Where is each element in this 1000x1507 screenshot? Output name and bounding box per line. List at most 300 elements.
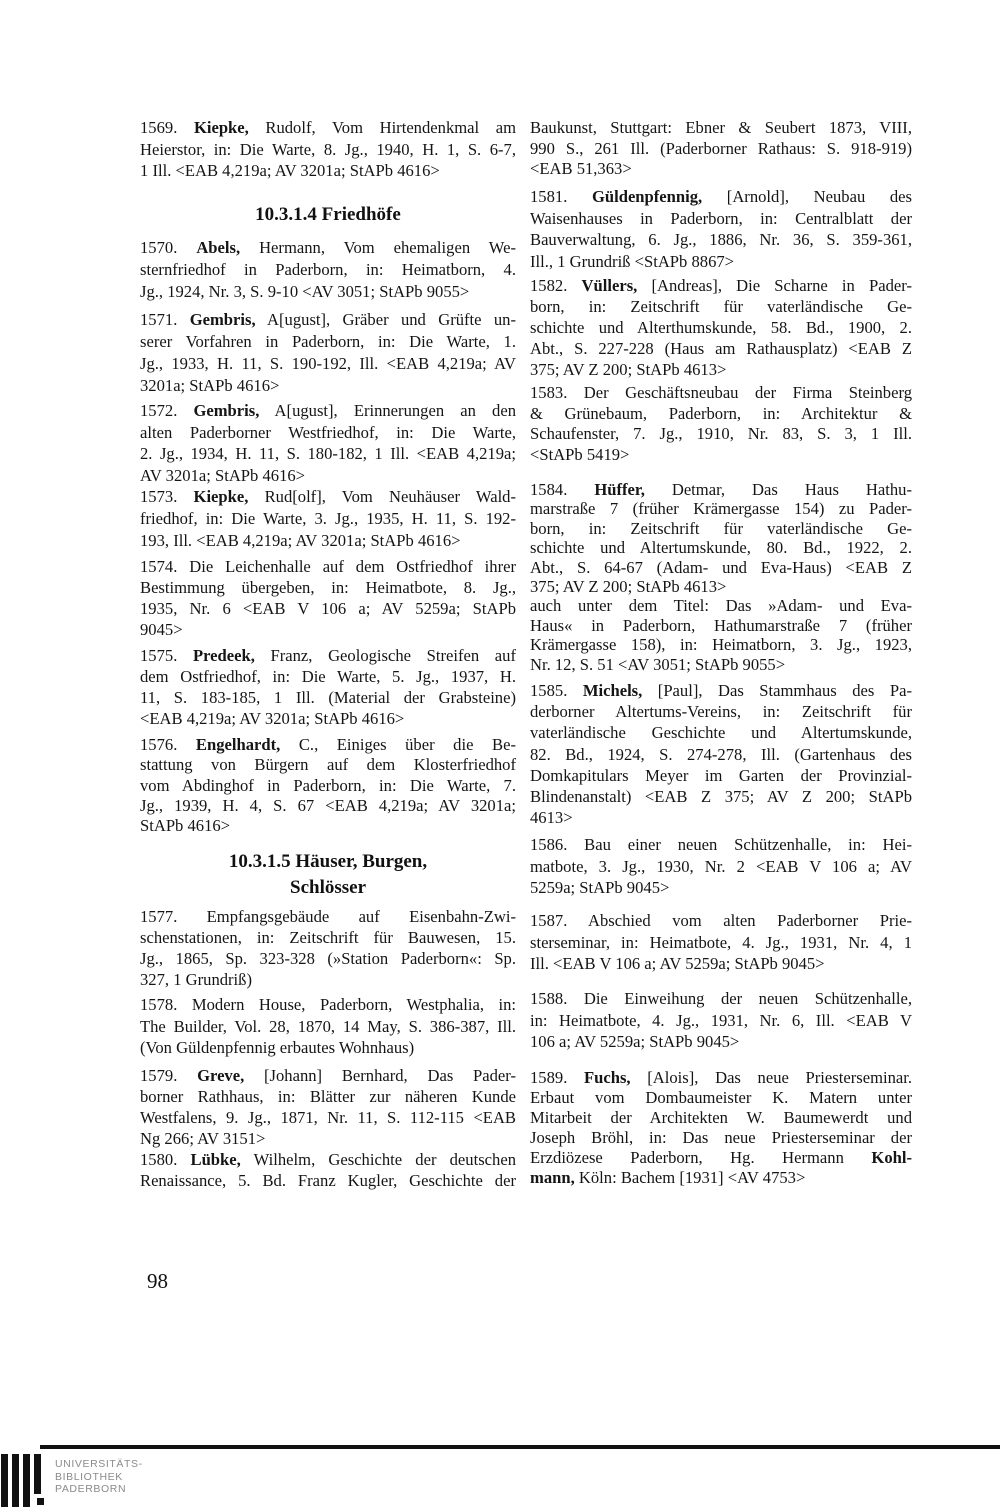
- entry-line: [530, 338, 912, 359]
- citation-text: 2. Jg., 1934, H. 11, S. 180-182, 1 Ill. <EAB 4,219a;: [140, 444, 516, 464]
- citation-text: 1 Ill. <EAB 4,219a; AV 3201a; StAPb 4616>: [140, 161, 440, 180]
- citation-text: 375; AV Z 200; StAPb 4613>: [530, 576, 727, 596]
- line-text: [530, 911, 912, 930]
- entry-1569: [140, 117, 516, 182]
- logo-dot: [37, 1498, 44, 1505]
- entry-line: [530, 359, 912, 380]
- citation-text: 11, S. 183-185, 1 Ill. (Material der Grabsteine): [140, 688, 516, 707]
- line-text: [140, 161, 440, 180]
- citation-text: Westfalens, 9. Jg., 1871, Nr. 11, S. 112-115 <EAB: [140, 1108, 516, 1127]
- citation-text: Mitarbeit der Architekten W. Baumewerdt und: [530, 1108, 912, 1127]
- line-text: [140, 509, 516, 528]
- line-text: [140, 599, 516, 618]
- citation-text: 3201a; StAPb 4616>: [140, 376, 280, 395]
- line-text: [140, 354, 516, 373]
- citation-text: Jg., 1865, Sp. 323-328 (»Station Paderborn«: Sp.: [140, 949, 516, 968]
- citation-text: 1583. Der Geschäftsneubau der Firma Steinberg: [530, 383, 912, 402]
- entry-line: [530, 616, 912, 635]
- citation-text: schichte und Altertumskunde, 80. Bd., 1922, 2.: [530, 538, 912, 558]
- citation-text: Jg., 1933, H. 11, S. 190-192, Ill. <EAB 4,219a; AV: [140, 354, 516, 373]
- entry-line: [530, 275, 912, 296]
- entry-line: [140, 927, 516, 948]
- entry-line: [530, 499, 912, 518]
- line-text: [530, 1168, 805, 1187]
- citation-text: 327, 1 Grundriß): [140, 970, 252, 989]
- author-name: Lübke,: [190, 1150, 241, 1169]
- line-text: [530, 424, 912, 443]
- line-text: [140, 1171, 516, 1190]
- entry-1581: [530, 186, 912, 273]
- citation-text: A[ugust], Gräber und Grüfte un-: [255, 310, 516, 329]
- citation-text: Jg., 1924, Nr. 3, S. 9-10 <AV 3051; StAPb 9055>: [140, 282, 470, 301]
- line-text: [140, 1108, 516, 1127]
- entry-line: [140, 666, 516, 687]
- citation-text: 375; AV Z 200; StAPb 4613>: [530, 360, 727, 379]
- citation-text: 1573.: [140, 487, 194, 506]
- line-text: [530, 577, 726, 596]
- citation-text: 1584.: [530, 480, 595, 499]
- entry-1584: [530, 480, 912, 674]
- entry-line: [530, 877, 912, 899]
- line-text: [530, 360, 726, 379]
- entry-line: [140, 796, 516, 816]
- citation-text: sterseminar, in: Heimatbote, 4. Jg., 1931, Nr. 4, 1: [530, 932, 912, 952]
- citation-text: schenstationen, in: Zeitschrift für Bauwesen, 15.: [140, 928, 516, 947]
- entry-line: [530, 932, 912, 954]
- citation-text: Nr. 12, S. 51 <AV 3051; StAPb 9055>: [530, 654, 786, 674]
- entry-line: [530, 159, 912, 180]
- citation-text: [Alois], Das neue Priesterseminar.: [630, 1068, 913, 1087]
- entry-line: [140, 906, 516, 927]
- entry-line: [530, 404, 912, 425]
- entry-line: [530, 383, 912, 404]
- entry-line: [140, 400, 516, 422]
- citation-text: 4613>: [530, 808, 573, 828]
- line-text: [140, 1066, 516, 1085]
- line-text: [530, 616, 912, 635]
- citation-text: Ill., 1 Grundriß <StAPb 8867>: [530, 252, 735, 272]
- line-text: [530, 1068, 912, 1087]
- entry-1576: [140, 735, 516, 836]
- entry-line: [530, 296, 912, 317]
- line-text: [140, 735, 516, 754]
- entry-line: [140, 139, 516, 161]
- author-name: Kiepke,: [193, 118, 249, 137]
- author-name: Fuchs,: [584, 1068, 631, 1087]
- line-text: [140, 796, 516, 815]
- entry-line: [140, 1149, 516, 1170]
- citation-text: 1570.: [140, 238, 197, 257]
- citation-text: 1589.: [530, 1068, 585, 1087]
- citation-text: borner Rathhaus, in: Blätter zur näheren Kunde: [140, 1087, 516, 1106]
- section-heading-text: Schlösser: [290, 877, 366, 898]
- citation-text: & Grünebaum, Paderborn, in: Architektur &: [530, 403, 912, 423]
- citation-text: <EAB 51,363>: [530, 159, 632, 178]
- citation-text: [Paul], Das Stammhaus des Pa-: [642, 681, 912, 700]
- entry-line: [140, 735, 516, 755]
- entry-line: [140, 1037, 516, 1059]
- entry-line: [530, 834, 912, 856]
- entry-1570: [140, 237, 516, 303]
- line-text: [530, 1088, 912, 1107]
- entry-line: [140, 708, 516, 729]
- entry-line: [140, 281, 516, 303]
- line-text: [140, 907, 516, 926]
- citation-text: 1571.: [140, 310, 190, 329]
- line-text: [530, 787, 912, 806]
- entry-line: [530, 445, 912, 466]
- entry-line: [530, 1168, 912, 1188]
- entry-line: [140, 530, 516, 552]
- author-name: Greve,: [197, 1066, 245, 1085]
- line-text: [140, 466, 305, 485]
- logo-bar: [12, 1454, 19, 1507]
- entry-line: [530, 186, 912, 208]
- citation-text: 1572.: [140, 401, 194, 420]
- entry-line: [530, 744, 912, 765]
- section-heading-friedhoefe: [140, 203, 516, 227]
- entry-line: [140, 948, 516, 969]
- line-text: [530, 318, 912, 337]
- entry-line: [530, 1148, 912, 1168]
- citation-text: Abt., S. 227-228 (Haus am Rathausplatz) <EAB Z: [530, 339, 912, 358]
- entry-line: [140, 1086, 516, 1107]
- entry-line: [530, 786, 912, 807]
- line-text: [140, 928, 516, 947]
- line-text: [530, 857, 912, 876]
- line-text: [530, 878, 669, 897]
- entry-line: [140, 776, 516, 796]
- author-name: Abels,: [196, 238, 241, 257]
- citation-text: born, in: Zeitschrift für vaterländische Ge-: [530, 297, 912, 316]
- entry-line: [140, 755, 516, 775]
- line-text: [530, 538, 912, 557]
- entry-line: [140, 237, 516, 259]
- citation-text: in: Heimatbote, 4. Jg., 1931, Nr. 6, Ill. <EAB V: [530, 1010, 912, 1030]
- citation-text: serer Vorfahren in Paderborn, in: Die Warte, 1.: [140, 332, 516, 351]
- citation-text: 1586. Bau einer neuen Schützenhalle, in: Hei-: [530, 835, 912, 854]
- entry-line: [530, 1068, 912, 1088]
- citation-text: Haus« in Paderborn, Hathumarstraße 7 (früher: [530, 615, 912, 635]
- citation-text: AV 3201a; StAPb 4616>: [140, 466, 306, 486]
- entry-line: [140, 160, 516, 182]
- line-text: [140, 646, 516, 665]
- entry-line: [140, 577, 516, 598]
- entry-line: [530, 229, 912, 251]
- citation-text: auch unter dem Titel: Das »Adam- und Eva-: [530, 596, 912, 616]
- author-name: Gembris,: [193, 401, 260, 420]
- citation-text: Joseph Bröhl, in: Das neue Priesterseminar der: [530, 1128, 912, 1147]
- citation-text: 5259a; StAPb 9045>: [530, 878, 670, 897]
- citation-text: A[ugust], Erinnerungen an den: [259, 401, 516, 420]
- citation-text: Heierstor, in: Die Warte, 8. Jg., 1940, H. 1, S. 6-7,: [140, 139, 516, 159]
- citation-text: 193, Ill. <EAB 4,219a; AV 3201a; StAPb 4616>: [140, 531, 461, 550]
- entry-line: [140, 486, 516, 508]
- line-text: [530, 230, 912, 249]
- line-text: [140, 578, 516, 597]
- line-text: [140, 238, 516, 257]
- line-text: [140, 557, 516, 576]
- citation-text: 106 a; AV 5259a; StAPb 9045>: [530, 1032, 740, 1051]
- entry-line: [530, 480, 912, 499]
- entry-1577: [140, 906, 516, 990]
- entry-line: [140, 331, 516, 353]
- line-text: [530, 445, 629, 464]
- citation-text: matbote, 3. Jg., 1930, Nr. 2 <EAB V 106 a; AV: [530, 856, 912, 876]
- citation-text: stattung von Bürgern auf dem Klosterfriedhof: [140, 755, 516, 775]
- line-text: [140, 310, 516, 329]
- citation-text: Abt., S. 64-67 (Adam- und Eva-Haus) <EAB Z: [530, 557, 912, 577]
- entry-line: [530, 317, 912, 338]
- citation-text: 1577. Empfangsgebäude auf Eisenbahn-Zwi-: [140, 907, 516, 926]
- citation-text: Bestimmung übergeben, in: Heimatbote, 8. Jg.,: [140, 578, 516, 597]
- entry-line: [140, 645, 516, 666]
- entry-line: [530, 424, 912, 445]
- citation-text: Schaufenster, 7. Jg., 1910, Nr. 83, S. 3, 1 Ill.: [530, 424, 912, 444]
- citation-text: vom Abdinghof in Paderborn, in: Die Warte, 7.: [140, 775, 516, 795]
- logo-bar: [23, 1454, 30, 1507]
- line-text: [530, 989, 912, 1008]
- entry-line: [530, 953, 912, 975]
- citation-text: derborner Altertums-Vereins, in: Zeitschrift für: [530, 702, 912, 722]
- citation-text: 990 S., 261 Ill. (Paderborner Rathaus: S. 918-919): [530, 138, 912, 158]
- line-text: [530, 339, 912, 358]
- line-text: [530, 118, 912, 137]
- entry-line: [140, 598, 516, 619]
- citation-text: schichte und Alterthumskunde, 58. Bd., 1900, 2.: [530, 318, 912, 337]
- citation-text: Hermann, Vom ehemaligen We-: [240, 238, 517, 257]
- citation-text: Ill. <EAB V 106 a; AV 5259a; StAPb 9045>: [530, 954, 825, 973]
- entry-line: [140, 1170, 516, 1191]
- citation-text: 1582.: [530, 276, 582, 295]
- line-text: [140, 688, 516, 707]
- entry-1589: [530, 1068, 912, 1188]
- entry-1575: [140, 645, 516, 729]
- line-text: [140, 423, 516, 442]
- entry-line: [140, 619, 516, 640]
- entry-line: [140, 1107, 516, 1128]
- line-text: [530, 681, 912, 700]
- line-text: [530, 159, 632, 178]
- entry-line: [140, 556, 516, 577]
- line-text: [530, 954, 825, 973]
- entry-line: [530, 1031, 912, 1053]
- citation-text: Rud[olf], Vom Neuhäuser Wald-: [248, 487, 516, 506]
- citation-text: sternfriedhof in Paderborn, in: Heimatborn, 4.: [140, 260, 516, 279]
- citation-text: Erzdiözese Paderborn, Hg. Hermann: [530, 1148, 872, 1167]
- logo-line: BIBLIOTHEK: [55, 1470, 123, 1483]
- citation-text: Blindenanstalt) <EAB Z 375; AV Z 200; StAPb: [530, 786, 912, 806]
- entry-line: [140, 994, 516, 1016]
- entry-line: [140, 309, 516, 331]
- citation-text: [Arnold], Neubau des: [702, 187, 912, 206]
- citation-text: Franz, Geologische Streifen auf: [254, 646, 516, 665]
- citation-text: dem Ostfriedhof, in: Die Warte, 5. Jg., 1937, H.: [140, 667, 516, 686]
- citation-text: Ng 266; AV 3151>: [140, 1129, 266, 1148]
- line-text: [140, 709, 404, 728]
- citation-text: alten Paderborner Westfriedhof, in: Die Warte,: [140, 422, 516, 442]
- entry-1585: [530, 680, 912, 828]
- entry-line: [140, 816, 516, 836]
- library-logo: [0, 1454, 160, 1507]
- line-text: [530, 655, 785, 674]
- line-text: [140, 376, 279, 395]
- author-name: mann,: [530, 1168, 575, 1187]
- line-text: [530, 519, 912, 538]
- entry-line: [140, 117, 516, 139]
- citation-text: Waisenhauses in Paderborn, in: Centralblatt der: [530, 208, 912, 228]
- entry-1573: [140, 486, 516, 552]
- line-text: [530, 702, 912, 721]
- line-text: [140, 1087, 516, 1106]
- author-name: Kiepke,: [193, 487, 249, 506]
- citation-text: Wilhelm, Geschichte der deutschen: [240, 1150, 516, 1169]
- entry-1583: [530, 383, 912, 466]
- line-text: [530, 383, 912, 402]
- entry-line: [530, 680, 912, 701]
- citation-text: Rudolf, Vom Hirtendenkmal am: [248, 118, 516, 137]
- citation-text: [Johann] Bernhard, Das Pader-: [244, 1066, 517, 1085]
- citation-text: 1587. Abschied vom alten Paderborner Prie-: [530, 911, 912, 930]
- citation-text: Domkapitulars Meyer im Garten der Provinzial-: [530, 765, 912, 785]
- citation-text: 9045>: [140, 620, 183, 639]
- entry-line: [140, 465, 516, 487]
- entry-line: [530, 701, 912, 722]
- line-text: [140, 1150, 516, 1169]
- author-name: Engelhardt,: [195, 735, 281, 754]
- citation-text: born, in: Zeitschrift für vaterländische Ge-: [530, 518, 912, 538]
- line-text: [530, 835, 912, 854]
- entry-line: [140, 687, 516, 708]
- citation-text: marstraße 7 (früher Krämergasse 154) zu Pader-: [530, 499, 912, 519]
- citation-text: Köln: Bachem [1931] <AV 4753>: [574, 1168, 806, 1187]
- entry-line: [530, 765, 912, 786]
- entry-line: [530, 1128, 912, 1148]
- entry-1582: [530, 275, 912, 380]
- line-text: [140, 949, 516, 968]
- citation-text: 1581.: [530, 187, 592, 206]
- citation-text: 1578. Modern House, Paderborn, Westphalia, in:: [140, 995, 516, 1014]
- author-name: Predeek,: [192, 646, 255, 665]
- entry-line: [530, 1010, 912, 1032]
- citation-text: Krämergasse 158), in: Heimatborn, 3. Jg., 1923,: [530, 635, 912, 655]
- line-text: [140, 755, 516, 774]
- entry-line: [530, 251, 912, 273]
- line-text: [140, 531, 461, 550]
- section-heading-text: 10.3.1.5 Häuser, Burgen,: [228, 851, 428, 872]
- citation-text: Baukunst, Stuttgart: Ebner & Seubert 1873, VIII,: [530, 118, 912, 137]
- line-text: [140, 118, 516, 137]
- citation-text: 1580.: [140, 1150, 191, 1169]
- citation-text: Jg., 1939, H. 4, S. 67 <EAB 4,219a; AV 3201a;: [140, 795, 516, 815]
- section-heading-text: 10.3.1.4 Friedhöfe: [255, 204, 401, 225]
- entry-line: [530, 538, 912, 557]
- line-text: [530, 635, 912, 654]
- line-text: [140, 995, 516, 1014]
- entry-line: [140, 508, 516, 530]
- line-text: [140, 1017, 516, 1036]
- line-text: [530, 187, 912, 206]
- line-text: [140, 444, 516, 463]
- line-text: [530, 1148, 912, 1167]
- line-text: [140, 620, 183, 639]
- entry-line: [530, 722, 912, 743]
- line-text: [530, 596, 912, 615]
- line-text: [530, 297, 912, 316]
- citation-text: 1574. Die Leichenhalle auf dem Ostfriedhof ihrer: [140, 557, 516, 576]
- entry-1579: [140, 1065, 516, 1149]
- entry-1586: [530, 834, 912, 899]
- entry-line: [140, 375, 516, 397]
- line-text: [530, 1032, 739, 1051]
- entry-line: [530, 139, 912, 160]
- entry-line: [530, 208, 912, 230]
- line-text: [140, 1038, 414, 1057]
- author-name: Kohl-: [871, 1148, 912, 1167]
- line-text: [140, 1129, 265, 1148]
- line-text: [140, 487, 516, 506]
- logo-line: PADERBORN: [55, 1483, 127, 1495]
- line-text: [530, 808, 573, 827]
- entry-line: [140, 969, 516, 990]
- author-name: Hüffer,: [594, 480, 645, 499]
- line-text: [530, 139, 912, 158]
- citation-text: C., Einiges über die Be-: [280, 735, 516, 754]
- citation-text: 1576.: [140, 735, 196, 754]
- line-text: [140, 816, 230, 835]
- citation-text: <EAB 4,219a; AV 3201a; StAPb 4616>: [140, 709, 405, 728]
- entry-line: [140, 1065, 516, 1086]
- logo-bar: [1, 1454, 8, 1507]
- line-text: [140, 776, 516, 795]
- entry-line: [530, 910, 912, 932]
- citation-text: Erbaut vom Dombaumeister K. Matern unter: [530, 1088, 912, 1107]
- entry-line: [140, 353, 516, 375]
- logo-line: UNIVERSITÄTS-: [55, 1458, 143, 1470]
- line-text: [530, 209, 912, 228]
- entry-1578: [140, 994, 516, 1059]
- entry-1572: [140, 400, 516, 487]
- section-heading-haeuser: [140, 849, 516, 901]
- entry-line: [530, 807, 912, 828]
- footer-rule: [40, 1445, 1000, 1449]
- entry-1580: [140, 1149, 516, 1191]
- line-text: [140, 140, 516, 159]
- line-text: [530, 558, 912, 577]
- entry-line: [140, 443, 516, 465]
- line-text: [530, 480, 912, 499]
- citation-text: StAPb 4616>: [140, 816, 231, 836]
- page-number: 98: [147, 1269, 168, 1293]
- citation-text: friedhof, in: Die Warte, 3. Jg., 1935, H. 11, S. 192-: [140, 509, 516, 528]
- citation-text: Renaissance, 5. Bd. Franz Kugler, Geschichte der: [140, 1171, 516, 1190]
- entry-line: [530, 655, 912, 674]
- citation-text: Detmar, Das Haus Hathu-: [644, 480, 912, 499]
- line-text: [530, 1128, 912, 1147]
- citation-text: 1569.: [140, 118, 194, 137]
- line-text: [530, 1108, 912, 1127]
- citation-text: Bauverwaltung, 6. Jg., 1886, Nr. 36, S. 359-361,: [530, 230, 912, 250]
- entry-line: [530, 1088, 912, 1108]
- entry-line: [530, 558, 912, 577]
- citation-text: 82. Bd., 1924, S. 274-278, Ill. (Gartenhaus des: [530, 744, 912, 764]
- citation-text: 1935, Nr. 6 <EAB V 106 a; AV 5259a; StAPb: [140, 599, 516, 618]
- line-text: [530, 745, 912, 764]
- line-text: [140, 667, 516, 686]
- citation-text: 1585.: [530, 681, 583, 700]
- line-text: [530, 499, 912, 518]
- line-text: [530, 1011, 912, 1030]
